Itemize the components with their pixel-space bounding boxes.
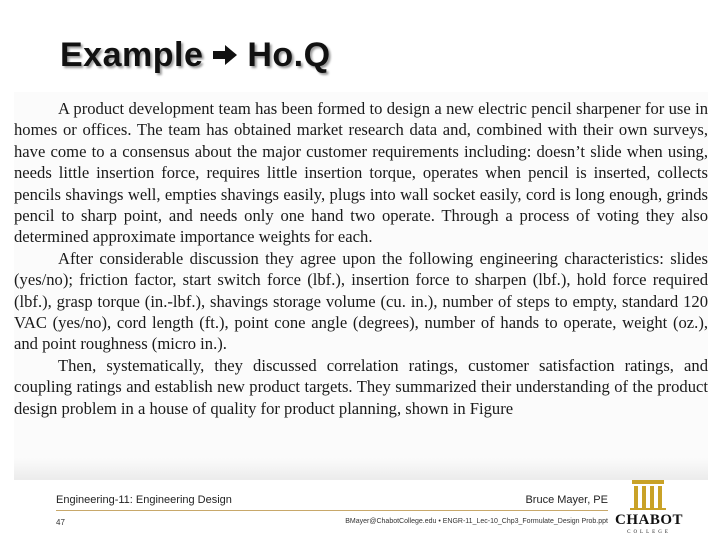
right-arrow-icon <box>211 43 239 67</box>
page-number: 47 <box>56 518 65 527</box>
logo-subtitle: COLLEGE <box>627 530 671 535</box>
paragraph-1: A product development team has been formed to design a new electric pencil sharpener for use in homes or offices. The team has obtained market research data and, combined with their own surveys, have come to a consensus about the major customer requirements including: doesn’t slide when using, needs little insertion force, requires little insertion torque, operates when pencil is inserted, collects pencils shavings well, empties shavings easily, plugs into wall socket easily, cord is long enough, grinds pencil to sharp point, and needs only one hand two operate. Through a process of voting they also determined approximate importance weights for each. <box>14 99 708 247</box>
footer-course: Engineering-11: Engineering Design <box>56 494 232 506</box>
paragraph-3: Then, systematically, they discussed correlation ratings, customer satisfaction ratings, and coupling ratings and establish new product targets. They summarized their understanding of the product design problem in a house of quality for product planning, shown in Figure <box>14 355 708 418</box>
footer-author: Bruce Mayer, PE <box>525 494 608 506</box>
logo-name: CHABOT <box>614 512 683 528</box>
title-left-text: Example <box>60 35 204 74</box>
title-right-text: Ho.Q <box>247 35 331 74</box>
scanned-text-block <box>14 92 708 480</box>
footer-email-path: BMayer@ChabotCollege.edu • ENGR-11_Lec-10_Chp3_Formulate_Design Prob.ppt <box>345 518 608 525</box>
footer-divider <box>56 510 608 511</box>
college-logo-icon <box>618 478 678 538</box>
slide-title <box>60 30 331 80</box>
paragraph-2: After considerable discussion they agree upon the following engineering characteristics: slides (yes/no); friction factor, start switch force (lbf.), insertion force to sharpen (lbf.), hold force required (lbf.), grasp torque (in.-lbf.), shavings storage volume (cu. in.), number of steps to empty, standard 120 VAC (yes/no), cord length (ft.), point cone angle (degrees), number of hands to operate, weight (oz.), and point roughness (micro in.). <box>14 248 708 354</box>
